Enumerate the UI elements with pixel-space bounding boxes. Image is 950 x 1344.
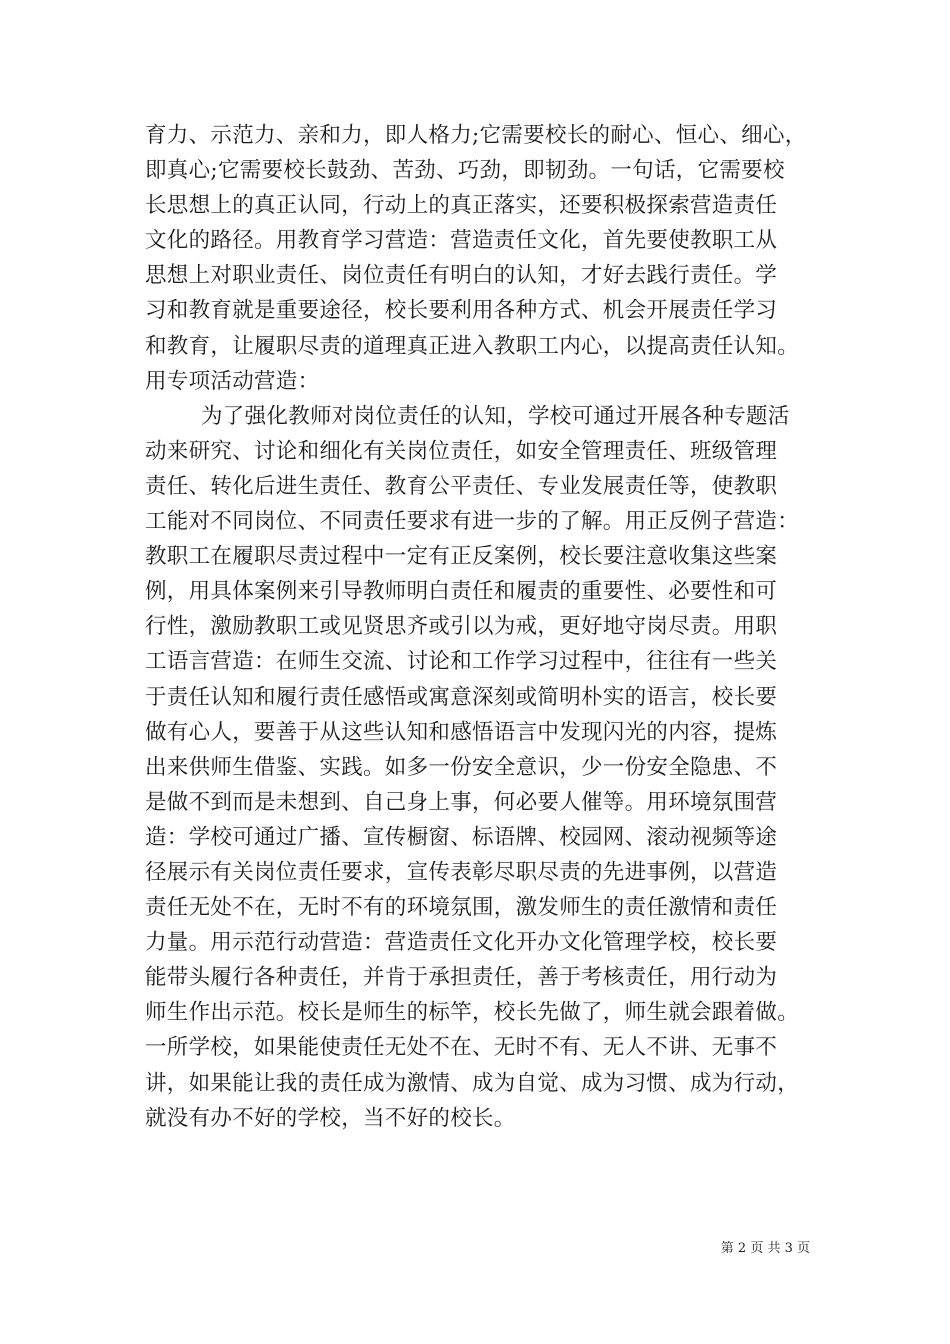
text-line: 责任无处不在，无时不有的环境氛围，激发师生的责任激情和责任 bbox=[145, 895, 778, 921]
text-line: 思想上对职业责任、岗位责任有明白的认知，才好去践行责任。学 bbox=[145, 263, 778, 289]
text-line: 教职工在履职尽责过程中一定有正反案例，校长要注意收集这些案 bbox=[145, 544, 778, 570]
text-line: 和教育，让履职尽责的道理真正进入教职工内心，以提高责任认知。 bbox=[145, 333, 800, 359]
text-line: 即真心;它需要校长鼓劲、苦劲、巧劲，即韧劲。一句话，它需要校 bbox=[145, 158, 785, 184]
text-line: 行性，激励教职工或见贤思齐或引以为戒，更好地守岗尽责。用职 bbox=[145, 614, 778, 640]
text-line: 做有心人，要善于从这些认知和感悟语言中发现闪光的内容，提炼 bbox=[145, 719, 778, 745]
text-line: 于责任认知和履行责任感悟或寓意深刻或简明朴实的语言，校长要 bbox=[145, 684, 778, 710]
text-line: 力量。用示范行动营造：营造责任文化开办文化管理学校，校长要 bbox=[145, 930, 778, 956]
text-line: 讲，如果能让我的责任成为激情、成为自觉、成为习惯、成为行动， bbox=[145, 1070, 800, 1096]
text-line: 工能对不同岗位、不同责任要求有进一步的了解。用正反例子营造： bbox=[145, 509, 800, 535]
text-line: 造：学校可通过广播、宣传橱窗、标语牌、校园网、滚动视频等途 bbox=[145, 824, 778, 850]
text-line: 育力、示范力、亲和力，即人格力;它需要校长的耐心、恒心、细心， bbox=[145, 123, 807, 148]
text-line: 出来供师生借鉴、实践。如多一份安全意识，少一份安全隐患、不 bbox=[145, 754, 778, 780]
text-line: 例，用具体案例来引导教师明白责任和履责的重要性、必要性和可 bbox=[145, 579, 778, 605]
text-line: 动来研究、讨论和细化有关岗位责任，如安全管理责任、班级管理 bbox=[145, 438, 778, 464]
text-line: 用专项活动营造： bbox=[145, 368, 320, 394]
text-line: 长思想上的真正认同，行动上的真正落实，还要积极探索营造责任 bbox=[145, 193, 778, 219]
page-number: 第 2 页 共 3 页 bbox=[720, 1241, 810, 1256]
text-line: 一所学校，如果能使责任无处不在、无时不有、无人不讲、无事不 bbox=[145, 1035, 778, 1061]
text-line: 是做不到而是未想到、自己身上事，何必要人催等。用环境氛围营 bbox=[145, 789, 778, 815]
text-line: 能带头履行各种责任，并肯于承担责任，善于考核责任，用行动为 bbox=[145, 965, 778, 991]
text-line: 责任、转化后进生责任、教育公平责任、专业发展责任等，使教职 bbox=[145, 473, 778, 499]
body-text bbox=[145, 118, 835, 1136]
text-line: 工语言营造：在师生交流、讨论和工作学习过程中，往往有一些关 bbox=[145, 649, 778, 675]
text-line: 就没有办不好的学校，当不好的校长。 bbox=[145, 1105, 516, 1131]
text-line: 文化的路径。用教育学习营造：营造责任文化，首先要使教职工从 bbox=[145, 228, 778, 254]
text-line: 径展示有关岗位责任要求，宣传表彰尽职尽责的先进事例，以营造 bbox=[145, 859, 778, 885]
text-line: 习和教育就是重要途径，校长要利用各种方式、机会开展责任学习 bbox=[145, 298, 778, 324]
text-line: 师生作出示范。校长是师生的标竿，校长先做了，师生就会跟着做。 bbox=[145, 1000, 800, 1026]
paragraph-first-line: 为了强化教师对岗位责任的认知，学校可通过开展各种专题活 bbox=[201, 403, 790, 429]
